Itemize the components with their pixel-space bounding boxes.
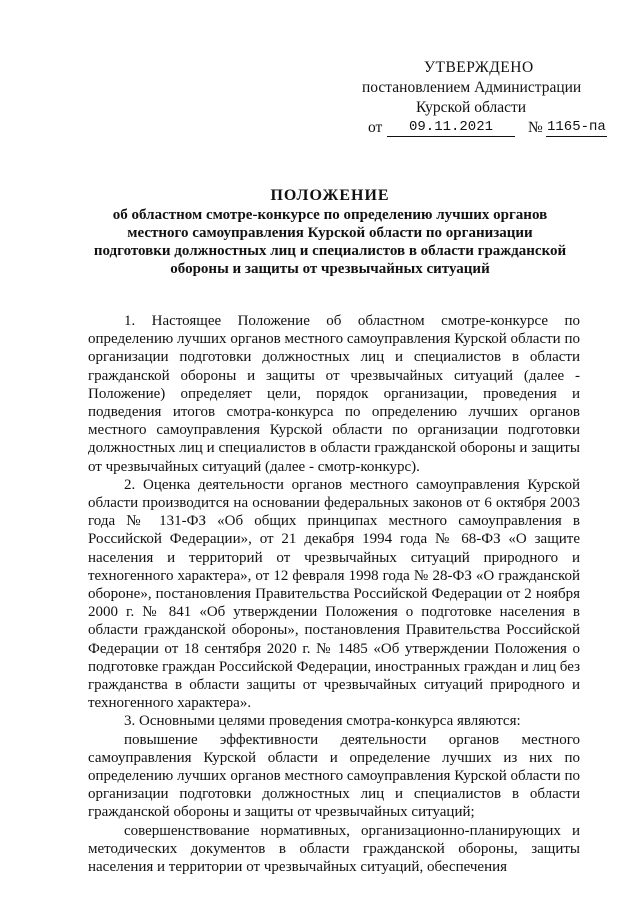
paragraph-1: 1. Настоящее Положение об областном смотре-конкурсе по определению лучших органов местного самоуправления Курской области по организации подготовки должностных лиц и специалистов в области гражданской обороны и защиты от чрезвычайных ситуаций (далее - Положение) определяет цели, порядок организации, проведения и подведения итогов смотра-конкурса по определению лучших органов местного самоуправления Курской области по организации подготовки должностных лиц и специалистов в области гражданской обороны и защиты от чрезвычайных ситуаций (далее - смотр-конкурс).: [88, 313, 580, 475]
approval-stamp: [360, 58, 610, 138]
approval-authority: постановлением Администрации: [362, 79, 582, 96]
approval-number: 1165-па: [547, 119, 606, 135]
paragraph-5: совершенствование нормативных, организационно-планирующих и методических документов в области гражданской обороны, защиты населения и территории от чрезвычайных ситуаций, обеспечения: [88, 822, 580, 876]
approval-heading: УТВЕРЖДЕНО: [424, 59, 534, 76]
document-title: ПОЛОЖЕНИЕ: [270, 187, 390, 204]
paragraph-2: 2. Оценка деятельности органов местного самоуправления Курской области производится на основании федеральных законов от 6 октября 2003 года № 131-ФЗ «Об общих принципах местного самоуправления в Российской Федерации», от 21 декабря 1994 года № 68-ФЗ «О защите населения и территорий от чрезвычайных ситуаций природного и техногенного характера», от 12 февраля 1998 года № 28-ФЗ «О гражданской обороне», постановления Правительства Российской Федерации от 2 ноября 2000 г. № 841 «Об утверждении Положения о подготовке населения в области гражданской обороны», постановления Правительства Российской Федерации от 18 сентября 2020 г. № 1485 «Об утверждении Положения о подготовке граждан Российской Федерации, иностранных граждан и лиц без гражданства в области защиты от чрезвычайных ситуаций природного и техногенного характера».: [88, 476, 580, 712]
document-subtitle: об областном смотре-конкурсе по определению лучших органов местного самоуправления Курской области по организации подготовки должностных лиц и специалистов в области гражданской обороны и защиты от чрезвычайных ситуаций: [93, 207, 567, 277]
approval-date-line: [360, 118, 610, 138]
number-prefix: №: [528, 119, 543, 136]
document-body: [88, 312, 580, 876]
paragraph-4: повышение эффективности деятельности органов местного самоуправления Курской области и определение лучших из них по определению лучших органов местного самоуправления Курской области по организации подготовки должностных лиц и специалистов в области гражданской обороны и защиты от чрезвычайных ситуаций;: [88, 731, 580, 821]
approval-region: Курской области: [416, 99, 527, 116]
paragraph-3: 3. Основными целями проведения смотра-конкурса являются:: [124, 713, 521, 730]
date-prefix: от: [368, 119, 383, 136]
approval-date: 09.11.2021: [387, 118, 515, 137]
